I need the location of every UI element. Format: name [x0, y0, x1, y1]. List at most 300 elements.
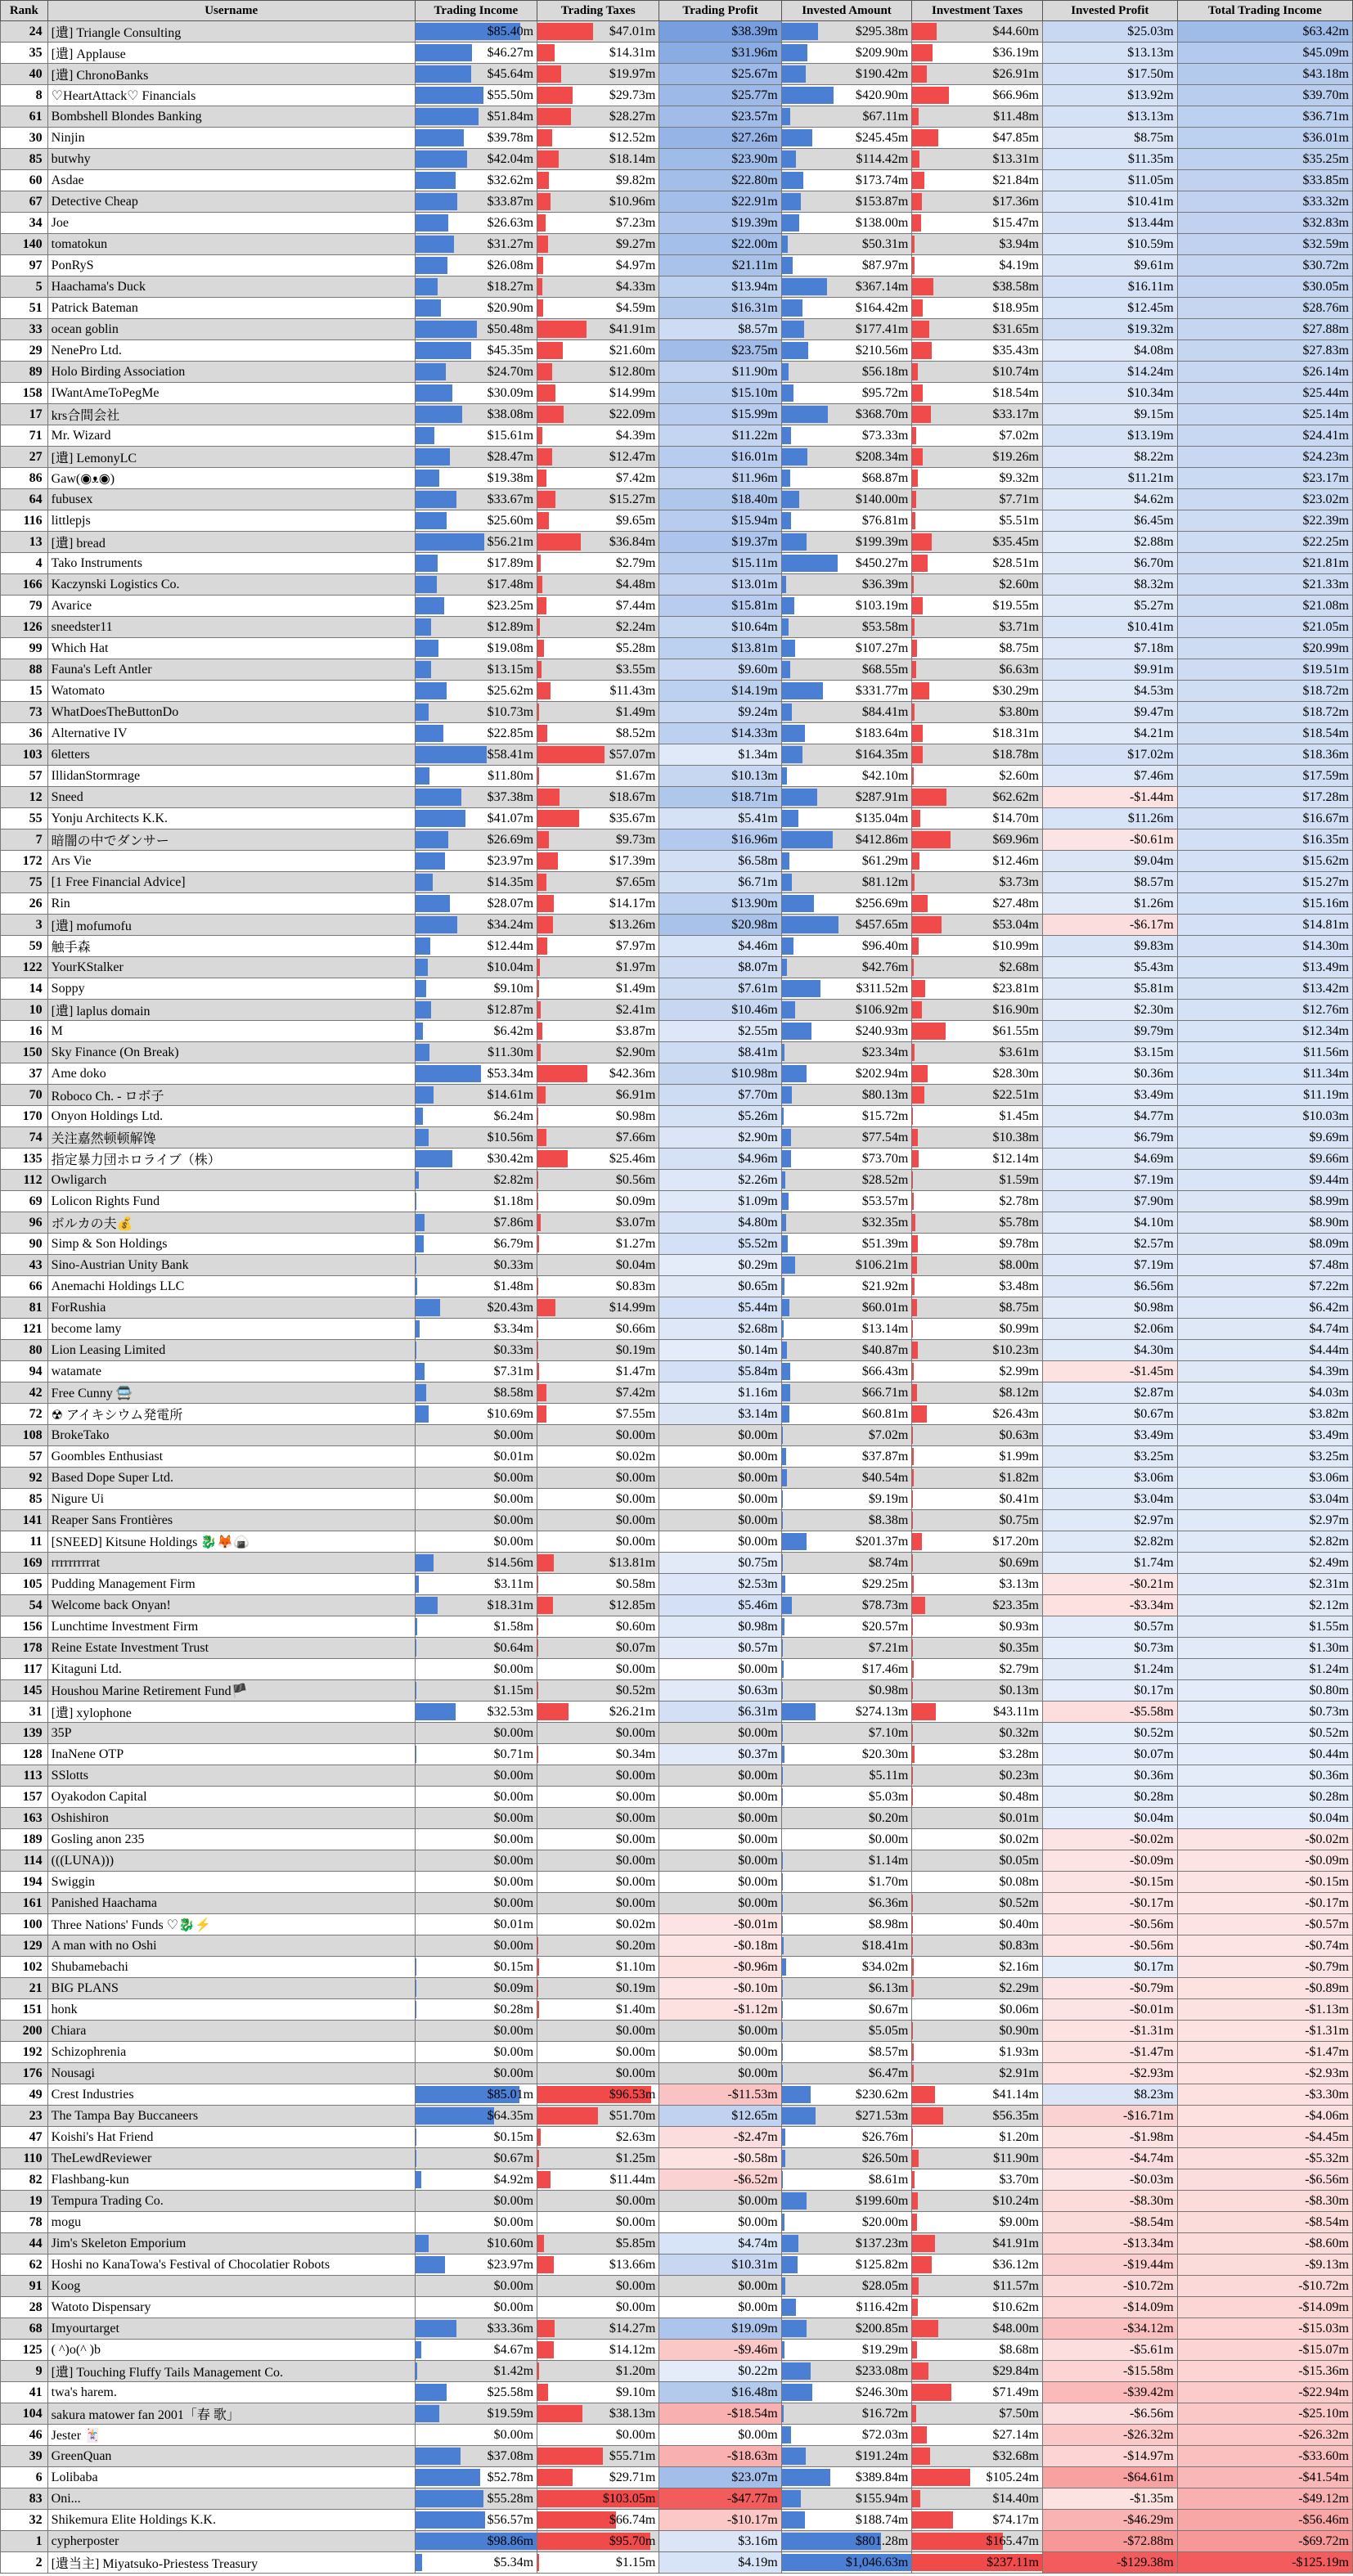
trading-taxes-cell: [537, 1893, 659, 1914]
username-cell[interactable]: Avarice: [47, 596, 415, 617]
username-cell[interactable]: Reine Estate Investment Trust: [47, 1638, 415, 1659]
invested-profit-value: $1.26m: [1134, 896, 1174, 910]
invested-amount-bar: [782, 852, 789, 870]
invested-amount-value: $199.60m: [855, 2193, 909, 2208]
trading-income-value: $26.08m: [487, 258, 534, 272]
trading-taxes-cell: [537, 1808, 659, 1829]
trading-taxes-cell: [537, 1978, 659, 1999]
trading-income-bar: [416, 1214, 425, 1231]
invested-amount-cell: [781, 1149, 912, 1170]
username-cell[interactable]: 触手森: [47, 936, 415, 957]
username-cell[interactable]: Onyon Holdings Ltd.: [47, 1106, 415, 1127]
username-cell[interactable]: Panished Haachama: [47, 1893, 415, 1914]
username-cell[interactable]: Oshishiron: [47, 1808, 415, 1829]
investment-taxes-value: $18.78m: [992, 747, 1039, 762]
invested-profit-cell: [1042, 2446, 1177, 2467]
username-cell[interactable]: become lamy: [47, 1319, 415, 1340]
username-cell[interactable]: IllidanStormrage: [47, 766, 415, 787]
username-cell[interactable]: [遺] Touching Fluffy Tails Management Co.: [47, 2361, 415, 2382]
header-trading-income[interactable]: Trading Income: [415, 1, 537, 21]
username-cell[interactable]: Gosling anon 235: [47, 1829, 415, 1850]
table-row: [1, 1553, 1353, 1574]
trading-profit-cell: [659, 255, 781, 276]
username-cell[interactable]: Koishi's Hat Friend: [47, 2127, 415, 2148]
invested-amount-cell: [781, 2425, 912, 2446]
username-cell[interactable]: The Tampa Bay Buccaneers: [47, 2106, 415, 2127]
invested-amount-bar: [782, 1895, 783, 1912]
trading-taxes-value: $18.67m: [609, 789, 656, 804]
username-cell[interactable]: watamate: [47, 1361, 415, 1382]
username-cell[interactable]: Jim's Skeleton Emporium: [47, 2233, 415, 2255]
invested-amount-value: $8.74m: [868, 1555, 909, 1570]
trading-profit-cell: [659, 872, 781, 893]
username-cell[interactable]: YourKStalker: [47, 957, 415, 978]
rank-cell: 57: [1, 766, 48, 787]
table-row: [1, 638, 1353, 659]
investment-taxes-value: $0.93m: [999, 1619, 1039, 1634]
username-cell[interactable]: Sino-Austrian Unity Bank: [47, 1255, 415, 1276]
username-cell[interactable]: Kaczynski Logistics Co.: [47, 574, 415, 596]
table-row: [1, 1574, 1353, 1595]
investment-taxes-cell: [912, 617, 1043, 638]
username-cell[interactable]: SSlotts: [47, 1765, 415, 1787]
header-rank[interactable]: Rank: [1, 1, 48, 21]
trading-income-cell: [415, 1553, 537, 1574]
username-cell[interactable]: Mr. Wizard: [47, 425, 415, 447]
investment-taxes-cell: [912, 2467, 1043, 2488]
username-cell[interactable]: Fauna's Left Antler: [47, 659, 415, 681]
username-cell[interactable]: littlepjs: [47, 510, 415, 532]
username-cell[interactable]: Crest Industries: [47, 2084, 415, 2106]
invested-amount-cell: [781, 2021, 912, 2042]
investment-taxes-value: $28.51m: [992, 555, 1039, 570]
username-cell[interactable]: Shubamebachi: [47, 1957, 415, 1978]
total-trading-income-value: $23.02m: [1302, 492, 1349, 506]
invested-profit-value: $4.77m: [1134, 1108, 1174, 1123]
username-cell[interactable]: Flashbang-kun: [47, 2169, 415, 2191]
username-cell[interactable]: Imyourtarget: [47, 2318, 415, 2340]
trading-income-cell: [415, 1276, 537, 1297]
invested-amount-cell: [781, 1042, 912, 1063]
username-cell[interactable]: [遺] Triangle Consulting: [47, 21, 415, 43]
username-cell[interactable]: Kitaguni Ltd.: [47, 1659, 415, 1680]
trading-taxes-cell: [537, 383, 659, 404]
table-row: [1, 1914, 1353, 1935]
username-cell[interactable]: Goombles Enthusiast: [47, 1446, 415, 1468]
username-cell[interactable]: Ninjin: [47, 128, 415, 149]
trading-profit-cell: [659, 2382, 781, 2403]
rank-cell: 163: [1, 1808, 48, 1829]
trading-income-cell: [415, 1149, 537, 1170]
table-row: [1, 1127, 1353, 1149]
trading-income-value: $26.63m: [487, 215, 534, 230]
total-trading-income-cell: [1177, 1404, 1352, 1425]
trading-income-bar: [416, 321, 478, 338]
username-cell[interactable]: Yonju Architects K.K.: [47, 808, 415, 829]
trading-profit-value: $0.65m: [738, 1279, 778, 1293]
invested-profit-value: -$0.79m: [1129, 1980, 1174, 1995]
username-cell[interactable]: ☢ アイキシウム発電所: [47, 1404, 415, 1425]
total-trading-income-value: $19.51m: [1302, 662, 1349, 677]
investment-taxes-value: $8.00m: [999, 1257, 1039, 1272]
username-cell[interactable]: butwhy: [47, 149, 415, 170]
username-cell[interactable]: Oyakodon Capital: [47, 1787, 415, 1808]
invested-amount-bar: [782, 342, 808, 359]
investment-taxes-cell: [912, 1468, 1043, 1489]
investment-taxes-cell: [912, 1829, 1043, 1850]
investment-taxes-value: $61.55m: [992, 1023, 1039, 1038]
username-cell[interactable]: Free Cunny 🚍: [47, 1382, 415, 1404]
username-cell[interactable]: Ame doko: [47, 1063, 415, 1085]
username-cell[interactable]: Roboco Ch. - ロボ子: [47, 1085, 415, 1106]
trading-income-cell: [415, 340, 537, 362]
invested-amount-bar: [782, 1193, 789, 1210]
trading-taxes-bar: [537, 2469, 573, 2486]
header-trading-taxes[interactable]: Trading Taxes: [537, 1, 659, 21]
trading-income-value: $10.73m: [487, 704, 534, 719]
trading-profit-cell: [659, 2255, 781, 2276]
invested-amount-bar: [782, 576, 787, 593]
invested-amount-bar: [782, 2214, 784, 2231]
username-cell[interactable]: InaNene OTP: [47, 1744, 415, 1765]
total-trading-income-cell: [1177, 787, 1352, 808]
username-cell[interactable]: Oni...: [47, 2488, 415, 2510]
investment-taxes-cell: [912, 1149, 1043, 1170]
username-cell[interactable]: Detective Cheap: [47, 191, 415, 213]
username-cell[interactable]: Haachama's Duck: [47, 276, 415, 298]
investment-taxes-bar: [912, 427, 916, 444]
username-cell[interactable]: IWantAmeToPegMe: [47, 383, 415, 404]
username-cell[interactable]: [遺] laplus domain: [47, 1000, 415, 1021]
header-trading-profit[interactable]: Trading Profit: [659, 1, 781, 21]
trading-income-cell: [415, 915, 537, 936]
username-cell[interactable]: [SNEED] Kitsune Holdings 🐉🦊🍙: [47, 1531, 415, 1553]
username-cell[interactable]: Lolibaba: [47, 2467, 415, 2488]
invested-amount-bar: [782, 1320, 784, 1337]
username-cell[interactable]: ( ^)o(^ )b: [47, 2340, 415, 2361]
total-trading-income-value: $20.99m: [1302, 641, 1349, 655]
total-trading-income-cell: [1177, 744, 1352, 766]
username-cell[interactable]: honk: [47, 1999, 415, 2021]
username-cell[interactable]: twa's harem.: [47, 2382, 415, 2403]
trading-income-cell: [415, 2127, 537, 2148]
username-cell[interactable]: Simp & Son Holdings: [47, 1234, 415, 1255]
username-cell[interactable]: Soppy: [47, 978, 415, 1000]
invested-amount-bar: [782, 2129, 785, 2146]
invested-amount-bar: [782, 1703, 816, 1720]
total-trading-income-cell: [1177, 553, 1352, 574]
username-cell[interactable]: Gaw(◉ᴥ◉): [47, 468, 415, 489]
username-cell[interactable]: [遺] Applause: [47, 43, 415, 64]
invested-amount-cell: [781, 744, 912, 766]
invested-amount-cell: [781, 723, 912, 744]
username-cell[interactable]: A man with no Oshi: [47, 1935, 415, 1957]
table-row: [1, 1063, 1353, 1085]
rank-cell: 128: [1, 1744, 48, 1765]
total-trading-income-cell: [1177, 1468, 1352, 1489]
username-cell[interactable]: Hoshi no KanaTowa's Festival of Chocolatier Robots: [47, 2255, 415, 2276]
trading-income-value: $11.80m: [488, 768, 534, 783]
trading-income-cell: [415, 1297, 537, 1319]
username-cell[interactable]: Lion Leasing Limited: [47, 1340, 415, 1361]
total-trading-income-cell: [1177, 1616, 1352, 1638]
username-cell[interactable]: Based Dope Super Ltd.: [47, 1468, 415, 1489]
invested-amount-cell: [781, 2446, 912, 2467]
trading-income-bar: [416, 172, 456, 189]
invested-amount-bar: [782, 2320, 807, 2337]
trading-taxes-cell: [537, 2425, 659, 2446]
header-invested-amount[interactable]: Invested Amount: [781, 1, 912, 21]
total-trading-income-value: $4.39m: [1309, 1364, 1349, 1378]
investment-taxes-value: $2.68m: [999, 960, 1039, 974]
username-cell[interactable]: [遺] bread: [47, 532, 415, 553]
table-row: [1, 1255, 1353, 1276]
username-cell[interactable]: 关注嘉然顿顿解馋: [47, 1127, 415, 1149]
trading-income-cell: [415, 2488, 537, 2510]
trading-taxes-cell: [537, 85, 659, 106]
username-cell[interactable]: Houshou Marine Retirement Fund🏴: [47, 1680, 415, 1702]
invested-amount-bar: [782, 172, 803, 189]
invested-profit-cell: [1042, 1085, 1177, 1106]
trading-taxes-cell: [537, 1297, 659, 1319]
rank-cell: 10: [1, 1000, 48, 1021]
username-cell[interactable]: Asdae: [47, 170, 415, 191]
username-cell[interactable]: cypherposter: [47, 2531, 415, 2552]
trading-taxes-value: $6.91m: [615, 1087, 656, 1102]
investment-taxes-bar: [912, 2277, 919, 2295]
trading-taxes-cell: [537, 319, 659, 340]
rank-cell: 27: [1, 447, 48, 468]
investment-taxes-bar: [912, 2192, 918, 2210]
username-cell[interactable]: PonRyS: [47, 255, 415, 276]
username-cell[interactable]: Patrick Bateman: [47, 298, 415, 319]
invested-profit-value: $5.81m: [1134, 981, 1174, 996]
header-investment-taxes[interactable]: Investment Taxes: [912, 1, 1043, 21]
username-cell[interactable]: Watoto Dispensary: [47, 2297, 415, 2318]
username-cell[interactable]: BrokeTako: [47, 1425, 415, 1446]
username-cell[interactable]: sakura matower fan 2001「春 歌」: [47, 2403, 415, 2425]
investment-taxes-value: $9.00m: [999, 2214, 1039, 2229]
trading-income-cell: [415, 1638, 537, 1659]
investment-taxes-cell: [912, 2042, 1043, 2063]
invested-profit-cell: [1042, 2340, 1177, 2361]
username-cell[interactable]: M: [47, 1021, 415, 1042]
username-cell[interactable]: (((LUNA))): [47, 1850, 415, 1872]
investment-taxes-cell: [912, 1127, 1043, 1149]
total-trading-income-value: $11.56m: [1303, 1045, 1349, 1059]
trading-profit-value: -$0.10m: [733, 1980, 778, 1995]
trading-income-cell: [415, 2446, 537, 2467]
table-row: [1, 1319, 1353, 1340]
investment-taxes-value: $35.43m: [992, 343, 1039, 357]
username-cell[interactable]: ForRushia: [47, 1297, 415, 1319]
investment-taxes-value: $35.45m: [992, 534, 1039, 549]
rank-cell: 73: [1, 702, 48, 723]
username-cell[interactable]: ocean goblin: [47, 319, 415, 340]
username-cell[interactable]: Anemachi Holdings LLC: [47, 1276, 415, 1297]
username-cell[interactable]: TheLewdReviewer: [47, 2148, 415, 2169]
username-cell[interactable]: Lunchtime Investment Firm: [47, 1616, 415, 1638]
investment-taxes-bar: [912, 576, 914, 593]
username-cell[interactable]: Nigure Ui: [47, 1489, 415, 1510]
username-cell[interactable]: Shikemura Elite Holdings K.K.: [47, 2510, 415, 2531]
total-trading-income-cell: [1177, 978, 1352, 1000]
total-trading-income-cell: [1177, 1574, 1352, 1595]
trading-income-bar: [416, 342, 471, 359]
username-cell[interactable]: Pudding Management Firm: [47, 1574, 415, 1595]
username-cell[interactable]: Schizophrenia: [47, 2042, 415, 2063]
username-cell[interactable]: NenePro Ltd.: [47, 340, 415, 362]
username-cell[interactable]: WhatDoesTheButtonDo: [47, 702, 415, 723]
rank-cell: 51: [1, 298, 48, 319]
username-cell[interactable]: Rin: [47, 893, 415, 915]
header-total-trading-income[interactable]: Total Trading Income: [1177, 1, 1352, 21]
invested-amount-cell: [781, 957, 912, 978]
username-cell[interactable]: Nousagi: [47, 2063, 415, 2084]
username-cell[interactable]: Welcome back Onyan!: [47, 1595, 415, 1616]
invested-profit-value: $0.04m: [1134, 1810, 1174, 1825]
username-cell[interactable]: Tempura Trading Co.: [47, 2191, 415, 2212]
username-cell[interactable]: 35P: [47, 1723, 415, 1744]
invested-amount-cell: [781, 1680, 912, 1702]
trading-taxes-cell: [537, 1446, 659, 1468]
invested-amount-value: $274.13m: [855, 1704, 909, 1719]
investment-taxes-cell: [912, 1319, 1043, 1340]
username-cell[interactable]: Holo Birding Association: [47, 362, 415, 383]
investment-taxes-cell: [912, 915, 1043, 936]
investment-taxes-cell: [912, 1276, 1043, 1297]
username-cell[interactable]: Three Nations' Funds ♡🐉⚡: [47, 1914, 415, 1935]
trading-profit-value: $0.63m: [738, 1683, 778, 1697]
username-cell[interactable]: Koog: [47, 2276, 415, 2297]
username-cell[interactable]: [遺] xylophone: [47, 1702, 415, 1723]
username-cell[interactable]: tomatokun: [47, 234, 415, 255]
trading-taxes-bar: [537, 2256, 554, 2273]
trading-income-value: $41.07m: [487, 811, 534, 825]
username-cell[interactable]: 指定暴力団ホロライブ（株）: [47, 1149, 415, 1170]
trading-taxes-value: $96.53m: [609, 2087, 656, 2102]
username-cell[interactable]: BIG PLANS: [47, 1978, 415, 1999]
username-cell[interactable]: fubusex: [47, 489, 415, 510]
rank-cell: 6: [1, 2467, 48, 2488]
header-username[interactable]: Username: [47, 1, 415, 21]
investment-taxes-bar: [912, 470, 917, 487]
trading-income-value: $15.61m: [487, 428, 534, 443]
investment-taxes-bar: [912, 1384, 916, 1401]
total-trading-income-value: -$15.07m: [1298, 2342, 1349, 2357]
trading-profit-value: $0.37m: [738, 1747, 778, 1761]
investment-taxes-value: $1.20m: [999, 2129, 1039, 2144]
trading-income-bar: [416, 704, 429, 721]
invested-amount-bar: [782, 1108, 784, 1125]
trading-income-bar: [416, 1703, 456, 1720]
username-cell[interactable]: Ars Vie: [47, 851, 415, 872]
invested-amount-bar: [782, 1554, 783, 1571]
username-cell[interactable]: Joe: [47, 213, 415, 234]
invested-profit-value: $4.69m: [1134, 1151, 1174, 1166]
invested-amount-cell: [781, 1531, 912, 1553]
username-cell[interactable]: Chiara: [47, 2021, 415, 2042]
username-cell[interactable]: Sky Finance (On Break): [47, 1042, 415, 1063]
username-cell[interactable]: Reaper Sans Frontières: [47, 1510, 415, 1531]
trading-income-value: $45.35m: [487, 343, 534, 357]
invested-profit-cell: [1042, 64, 1177, 85]
trading-taxes-cell: [537, 2042, 659, 2063]
username-cell[interactable]: Swiggin: [47, 1872, 415, 1893]
username-cell[interactable]: Jester 🃏: [47, 2425, 415, 2446]
username-cell[interactable]: Tako Instruments: [47, 553, 415, 574]
username-cell[interactable]: ♡HeartAttack♡ Financials: [47, 85, 415, 106]
username-cell[interactable]: [遺] mofumofu: [47, 915, 415, 936]
trading-income-cell: [415, 893, 537, 915]
trading-profit-value: $0.00m: [738, 1810, 778, 1825]
username-cell[interactable]: rrrrrrrrrat: [47, 1553, 415, 1574]
username-cell[interactable]: Lolicon Rights Fund: [47, 1191, 415, 1212]
total-trading-income-cell: [1177, 1085, 1352, 1106]
total-trading-income-value: -$9.13m: [1305, 2257, 1349, 2272]
username-cell[interactable]: Watomato: [47, 681, 415, 702]
invested-profit-value: $11.05m: [1127, 173, 1174, 187]
username-cell[interactable]: [1 Free Financial Advice]: [47, 872, 415, 893]
investment-taxes-value: $3.13m: [999, 1576, 1039, 1591]
username-cell[interactable]: Owligarch: [47, 1170, 415, 1191]
invested-amount-bar: [782, 1299, 789, 1316]
invested-amount-value: $28.52m: [861, 1172, 909, 1187]
trading-profit-value: $2.68m: [738, 1321, 778, 1336]
investment-taxes-cell: [912, 2148, 1043, 2169]
username-cell[interactable]: [遺当主] Miyatsuko-Priestess Treasury: [47, 2552, 415, 2574]
total-trading-income-value: -$125.19m: [1292, 2555, 1349, 2569]
trading-taxes-cell: [537, 1616, 659, 1638]
username-cell[interactable]: GreenQuan: [47, 2446, 415, 2467]
username-cell[interactable]: mogu: [47, 2212, 415, 2233]
invested-profit-value: $9.47m: [1134, 704, 1174, 719]
rank-cell: 32: [1, 2510, 48, 2531]
rank-cell: 117: [1, 1659, 48, 1680]
total-trading-income-cell: [1177, 2297, 1352, 2318]
trading-income-cell: [415, 1702, 537, 1723]
username-cell[interactable]: Alternative IV: [47, 723, 415, 744]
username-cell[interactable]: ボルカの夫💰: [47, 1212, 415, 1234]
username-cell[interactable]: 暗闇の中でダンサー: [47, 829, 415, 851]
trading-profit-cell: [659, 617, 781, 638]
invested-amount-value: $0.00m: [868, 1832, 909, 1846]
trading-profit-value: $0.00m: [738, 1725, 778, 1740]
table-row: [1, 744, 1353, 766]
trading-taxes-value: $7.44m: [615, 598, 656, 613]
trading-taxes-value: $57.07m: [609, 747, 656, 762]
total-trading-income-cell: [1177, 1361, 1352, 1382]
total-trading-income-cell: [1177, 1191, 1352, 1212]
trading-profit-value: $9.24m: [738, 704, 778, 719]
username-cell[interactable]: Bombshell Blondes Banking: [47, 106, 415, 128]
investment-taxes-value: $8.12m: [999, 1385, 1039, 1400]
username-cell[interactable]: 6letters: [47, 744, 415, 766]
username-cell[interactable]: [遺] ChronoBanks: [47, 64, 415, 85]
trading-profit-value: $25.67m: [731, 66, 778, 81]
total-trading-income-value: $28.76m: [1302, 300, 1349, 315]
table-row: [1, 128, 1353, 149]
username-cell[interactable]: Sneed: [47, 787, 415, 808]
username-cell[interactable]: sneedster11: [47, 617, 415, 638]
username-cell[interactable]: Which Hat: [47, 638, 415, 659]
investment-taxes-bar: [912, 2043, 913, 2061]
username-cell[interactable]: [遺] LemonyLC: [47, 447, 415, 468]
invested-profit-cell: [1042, 319, 1177, 340]
investment-taxes-cell: [912, 1595, 1043, 1616]
username-cell[interactable]: krs合間会社: [47, 404, 415, 425]
header-invested-profit[interactable]: Invested Profit: [1042, 1, 1177, 21]
